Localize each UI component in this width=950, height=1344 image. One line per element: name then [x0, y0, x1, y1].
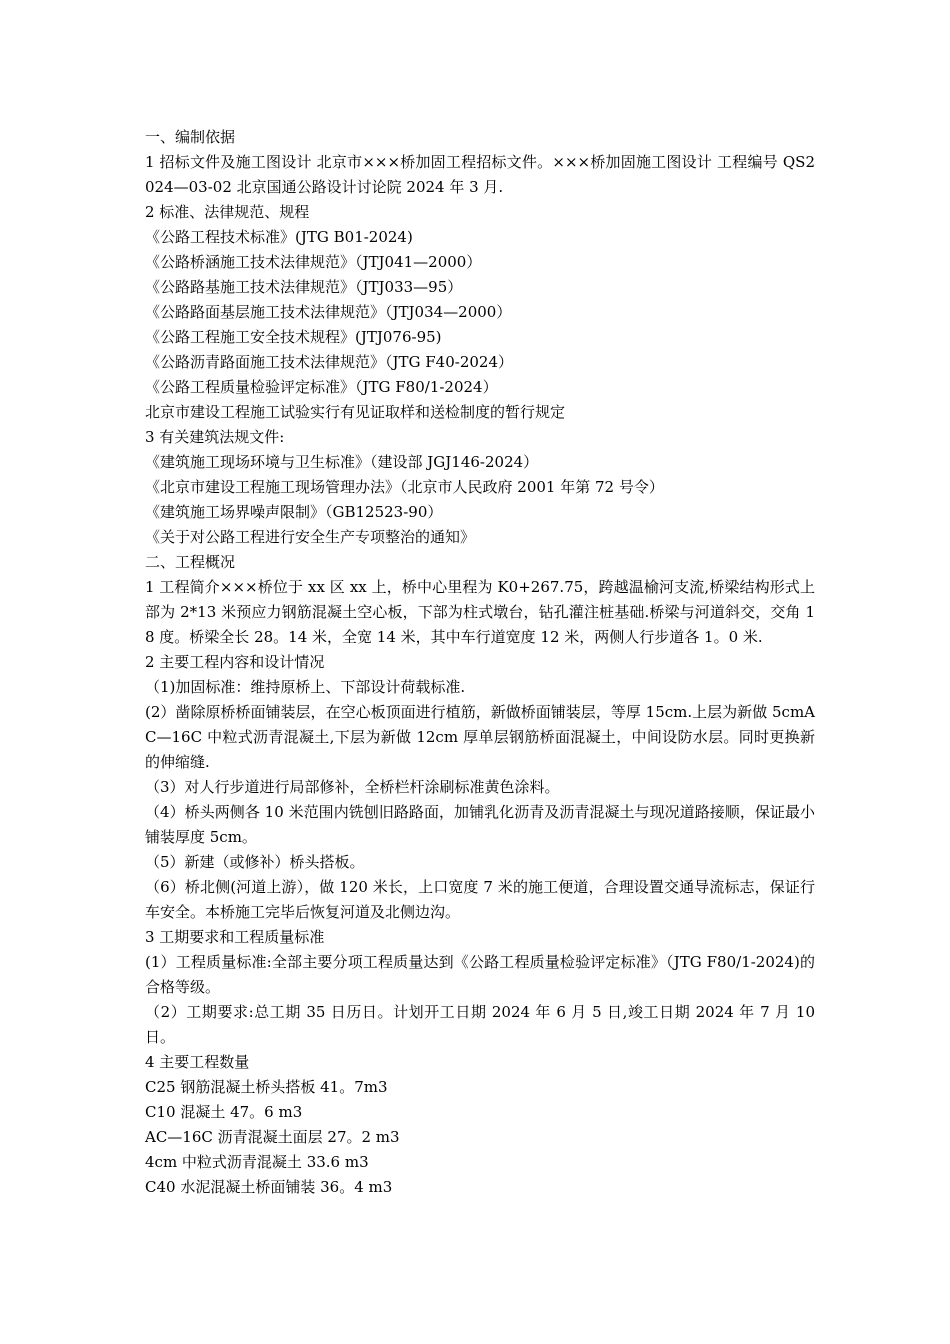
paragraph: (2）凿除原桥桥面铺装层，在空心板顶面进行植筋，新做桥面铺装层，等厚 15cm.上层为新做 5cmAC—16C 中粒式沥青混凝土,下层为新做 12cm 厚单层钢筋桥面混凝土，中间设防水层。同时更换新的伸缩缝.: [145, 703, 815, 771]
subsection-heading: 3 有关建筑法规文件:: [145, 428, 285, 446]
paragraph: 1 招标文件及施工图设计 北京市×××桥加固工程招标文件。×××桥加固施工图设计 工程编号 QS2024—03-02 北京国通公路设计讨论院 2024 年 3 月.: [145, 153, 815, 196]
list-item: 《公路路基施工技术法律规范》（JTJ033—95）: [145, 278, 463, 296]
list-item: 《建筑施工现场环境与卫生标准》（建设部 JGJ146-2024）: [145, 453, 539, 471]
subsection-heading: 2 主要工程内容和设计情况: [145, 653, 325, 671]
subsection-heading: 2 标准、法律规范、规程: [145, 203, 310, 221]
paragraph: （4）桥头两侧各 10 米范围内铣刨旧路路面，加铺乳化沥青及沥青混凝土与现况道路接顺，保证最小铺装厚度 5cm。: [145, 803, 815, 846]
paragraph: （1)加固标准：维持原桥上、下部设计荷载标准.: [145, 678, 466, 696]
section-heading: 二、工程概况: [145, 553, 236, 571]
paragraph: 1 工程简介×××桥位于 xx 区 xx 上，桥中心里程为 K0+267.75，跨越温榆河支流,桥梁结构形式上部为 2*13 米预应力钢筋混凝土空心板，下部为柱式墩台，钻孔灌注桩基础.桥梁与河道斜交，交角 18 度。桥梁全长 28。14 米，全宽 14 米，其中车行道宽度 12 米，两侧人行步道各 1。0 米.: [145, 578, 815, 646]
paragraph: （5）新建（或修补）桥头搭板。: [145, 853, 365, 871]
list-item: 《公路工程施工安全技术规程》(JTJ076-95): [145, 328, 442, 346]
quantity-item: C25 钢筋混凝土桥头搭板 41。7m3: [145, 1078, 388, 1096]
section-heading: 一、编制依据: [145, 128, 236, 146]
list-item: 《公路工程质量检验评定标准》（JTG F80/1-2024）: [145, 378, 498, 396]
list-item: 《关于对公路工程进行安全生产专项整治的通知》: [145, 528, 476, 546]
document-page: [145, 125, 815, 1200]
quantity-item: AC—16C 沥青混凝土面层 27。2 m3: [145, 1128, 400, 1146]
quantity-item: 4cm 中粒式沥青混凝土 33.6 m3: [145, 1153, 369, 1171]
list-item: 《公路路面基层施工技术法律规范》（JTJ034—2000）: [145, 303, 512, 321]
quantity-item: C10 混凝土 47。6 m3: [145, 1103, 303, 1121]
paragraph: （2）工期要求:总工期 35 日历日。计划开工日期 2024 年 6 月 5 日,竣工日期 2024 年 7 月 10 日。: [145, 1003, 815, 1046]
subsection-heading: 4 主要工程数量: [145, 1053, 250, 1071]
paragraph: （3）对人行步道进行局部修补，全桥栏杆涂刷标准黄色涂料。: [145, 778, 560, 796]
paragraph: (1）工程质量标准:全部主要分项工程质量达到《公路工程质量检验评定标准》（JTG F80/1-2024)的合格等级。: [145, 953, 815, 996]
paragraph: （6）桥北侧(河道上游），做 120 米长，上口宽度 7 米的施工便道，合理设置交通导流标志，保证行车安全。本桥施工完毕后恢复河道及北侧边沟。: [145, 878, 815, 921]
list-item: 《北京市建设工程施工现场管理办法》（北京市人民政府 2001 年第 72 号令）: [145, 478, 664, 496]
list-item: 《建筑施工场界噪声限制》（GB12523-90）: [145, 503, 443, 521]
list-item: 《公路工程技术标准》(JTG B01-2024): [145, 228, 413, 246]
quantity-item: C40 水泥混凝土桥面铺装 36。4 m3: [145, 1178, 393, 1196]
list-item: 《公路沥青路面施工技术法律规范》（JTG F40-2024）: [145, 353, 514, 371]
list-item: 《公路桥涵施工技术法律规范》（JTJ041—2000）: [145, 253, 482, 271]
list-item: 北京市建设工程施工试验实行有见证取样和送检制度的暂行规定: [145, 403, 566, 421]
subsection-heading: 3 工期要求和工程质量标准: [145, 928, 325, 946]
